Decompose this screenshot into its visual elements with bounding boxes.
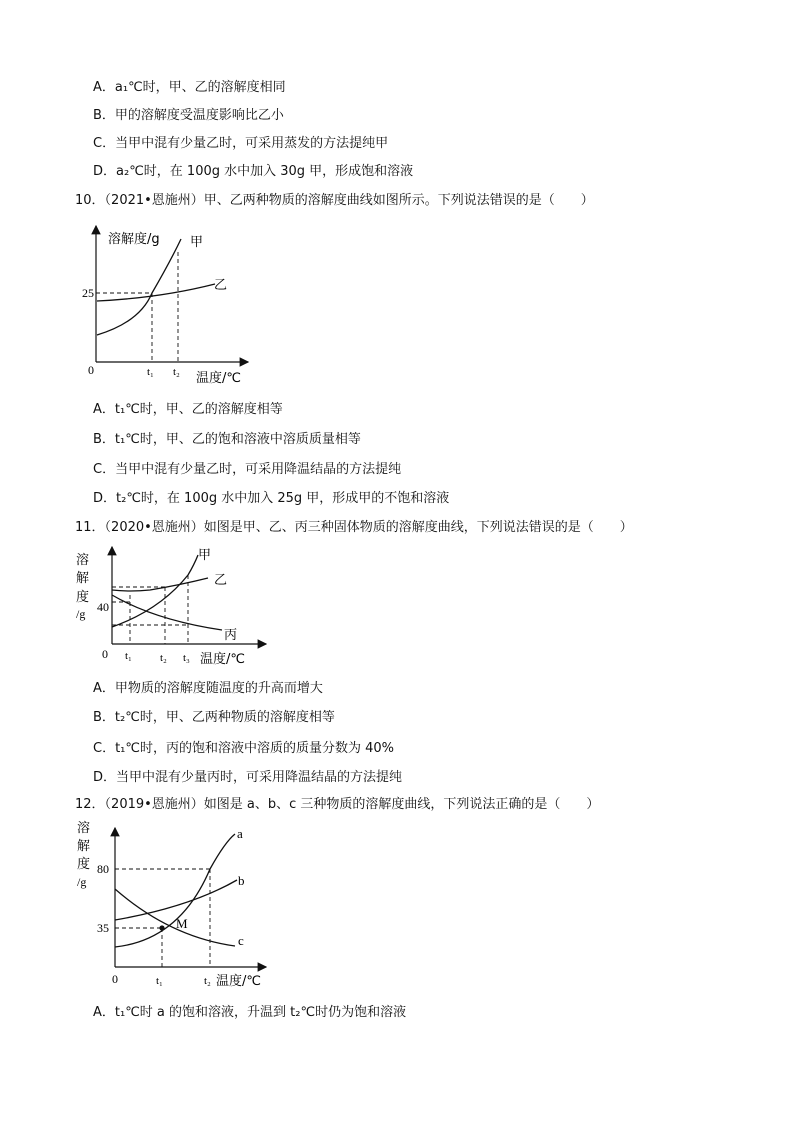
q11-curve-yi	[112, 578, 208, 591]
q12-curve-label-c: c	[238, 933, 244, 948]
q11-origin: 0	[102, 647, 108, 661]
q12-curve-c	[115, 889, 235, 946]
option-c-prev: C．当甲中混有少量乙时，可采用蒸发的方法提纯甲	[93, 136, 389, 151]
question-11-stem: 11．（2020•恩施州）如图是甲、乙、丙三种固体物质的溶解度曲线，下列说法错误的是（ ）	[75, 520, 633, 535]
option-b-prev: B．甲的溶解度受温度影响比乙小	[93, 108, 284, 123]
q12-x-label: 温度/℃	[216, 974, 261, 989]
q11-xtick-t1: t₁	[125, 650, 132, 662]
q12-y-label-2: 解	[77, 839, 91, 854]
q11-option-c: C．t₁℃时，丙的饱和溶液中溶质的质量分数为 40%	[93, 741, 395, 756]
q11-ytick-40: 40	[97, 600, 109, 614]
q10-xtick-t2: t₂	[173, 366, 180, 378]
q11-xtick-t3: t₃	[183, 652, 190, 664]
q11-curve-label-yi: 乙	[214, 573, 228, 588]
q11-y-label-1: 溶	[76, 553, 90, 568]
q12-ytick-80: 80	[97, 862, 109, 876]
q12-curve-b	[115, 880, 237, 920]
q11-y-label-2: 解	[76, 571, 90, 586]
question-12-stem: 12．（2019•恩施州）如图是 a、b、c 三种物质的溶解度曲线，下列说法正确的是（ ）	[75, 797, 600, 812]
q10-curve-jia	[97, 239, 181, 335]
q12-y-label-1: 溶	[77, 821, 91, 836]
q12-y-label-4: /g	[77, 875, 87, 889]
q10-xtick-t1: t₁	[147, 366, 154, 378]
q11-y-label-4: /g	[76, 607, 86, 621]
q12-curve-label-b: b	[238, 873, 245, 888]
q10-option-b: B．t₁℃时，甲、乙的饱和溶液中溶质质量相等	[93, 432, 361, 447]
q11-xtick-t2: t₂	[160, 652, 167, 664]
q11-x-label: 温度/℃	[200, 652, 245, 667]
q10-solubility-chart	[70, 222, 270, 392]
q10-origin: 0	[88, 363, 94, 377]
q12-point-m	[159, 925, 164, 930]
q11-curve-label-jia: 甲	[198, 548, 212, 563]
q12-ytick-35: 35	[97, 921, 109, 935]
q12-curve-label-a: a	[237, 826, 243, 841]
q12-option-a: A．t₁℃时 a 的饱和溶液，升温到 t₂℃时仍为饱和溶液	[93, 1005, 407, 1020]
q12-point-label-m: M	[176, 916, 188, 931]
q10-ytick-25: 25	[82, 286, 94, 300]
question-10-stem: 10．（2021•恩施州）甲、乙两种物质的溶解度曲线如图所示。下列说法错误的是（ ）	[75, 193, 594, 208]
q10-curve-label-yi: 乙	[214, 278, 228, 293]
q11-solubility-chart	[70, 545, 270, 670]
q12-y-label-3: 度	[77, 857, 91, 872]
q11-option-d: D．当甲中混有少量丙时，可采用降温结晶的方法提纯	[93, 770, 403, 785]
q12-xtick-t1: t₁	[156, 975, 163, 987]
q11-option-b: B．t₂℃时，甲、乙两种物质的溶解度相等	[93, 710, 335, 725]
q10-option-a: A．t₁℃时，甲、乙的溶解度相等	[93, 402, 283, 417]
q10-option-d: D．t₂℃时，在 100g 水中加入 25g 甲，形成甲的不饱和溶液	[93, 491, 450, 506]
q10-x-label: 温度/℃	[196, 371, 241, 386]
q12-xtick-t2: t₂	[204, 975, 211, 987]
q10-y-label: 溶解度/g	[108, 232, 160, 247]
q11-y-label-3: 度	[76, 590, 90, 605]
q11-option-a: A．甲物质的溶解度随温度的升高而增大	[93, 681, 323, 696]
q12-origin: 0	[112, 972, 118, 986]
option-a-prev: A．a₁℃时，甲、乙的溶解度相同	[93, 80, 286, 95]
q10-option-c: C．当甲中混有少量乙时，可采用降温结晶的方法提纯	[93, 462, 402, 477]
q11-curve-label-bing: 丙	[224, 628, 238, 643]
option-d-prev: D．a₂℃时，在 100g 水中加入 30g 甲，形成饱和溶液	[93, 164, 414, 179]
q12-solubility-chart	[70, 822, 280, 992]
q10-curve-label-jia: 甲	[190, 235, 204, 250]
